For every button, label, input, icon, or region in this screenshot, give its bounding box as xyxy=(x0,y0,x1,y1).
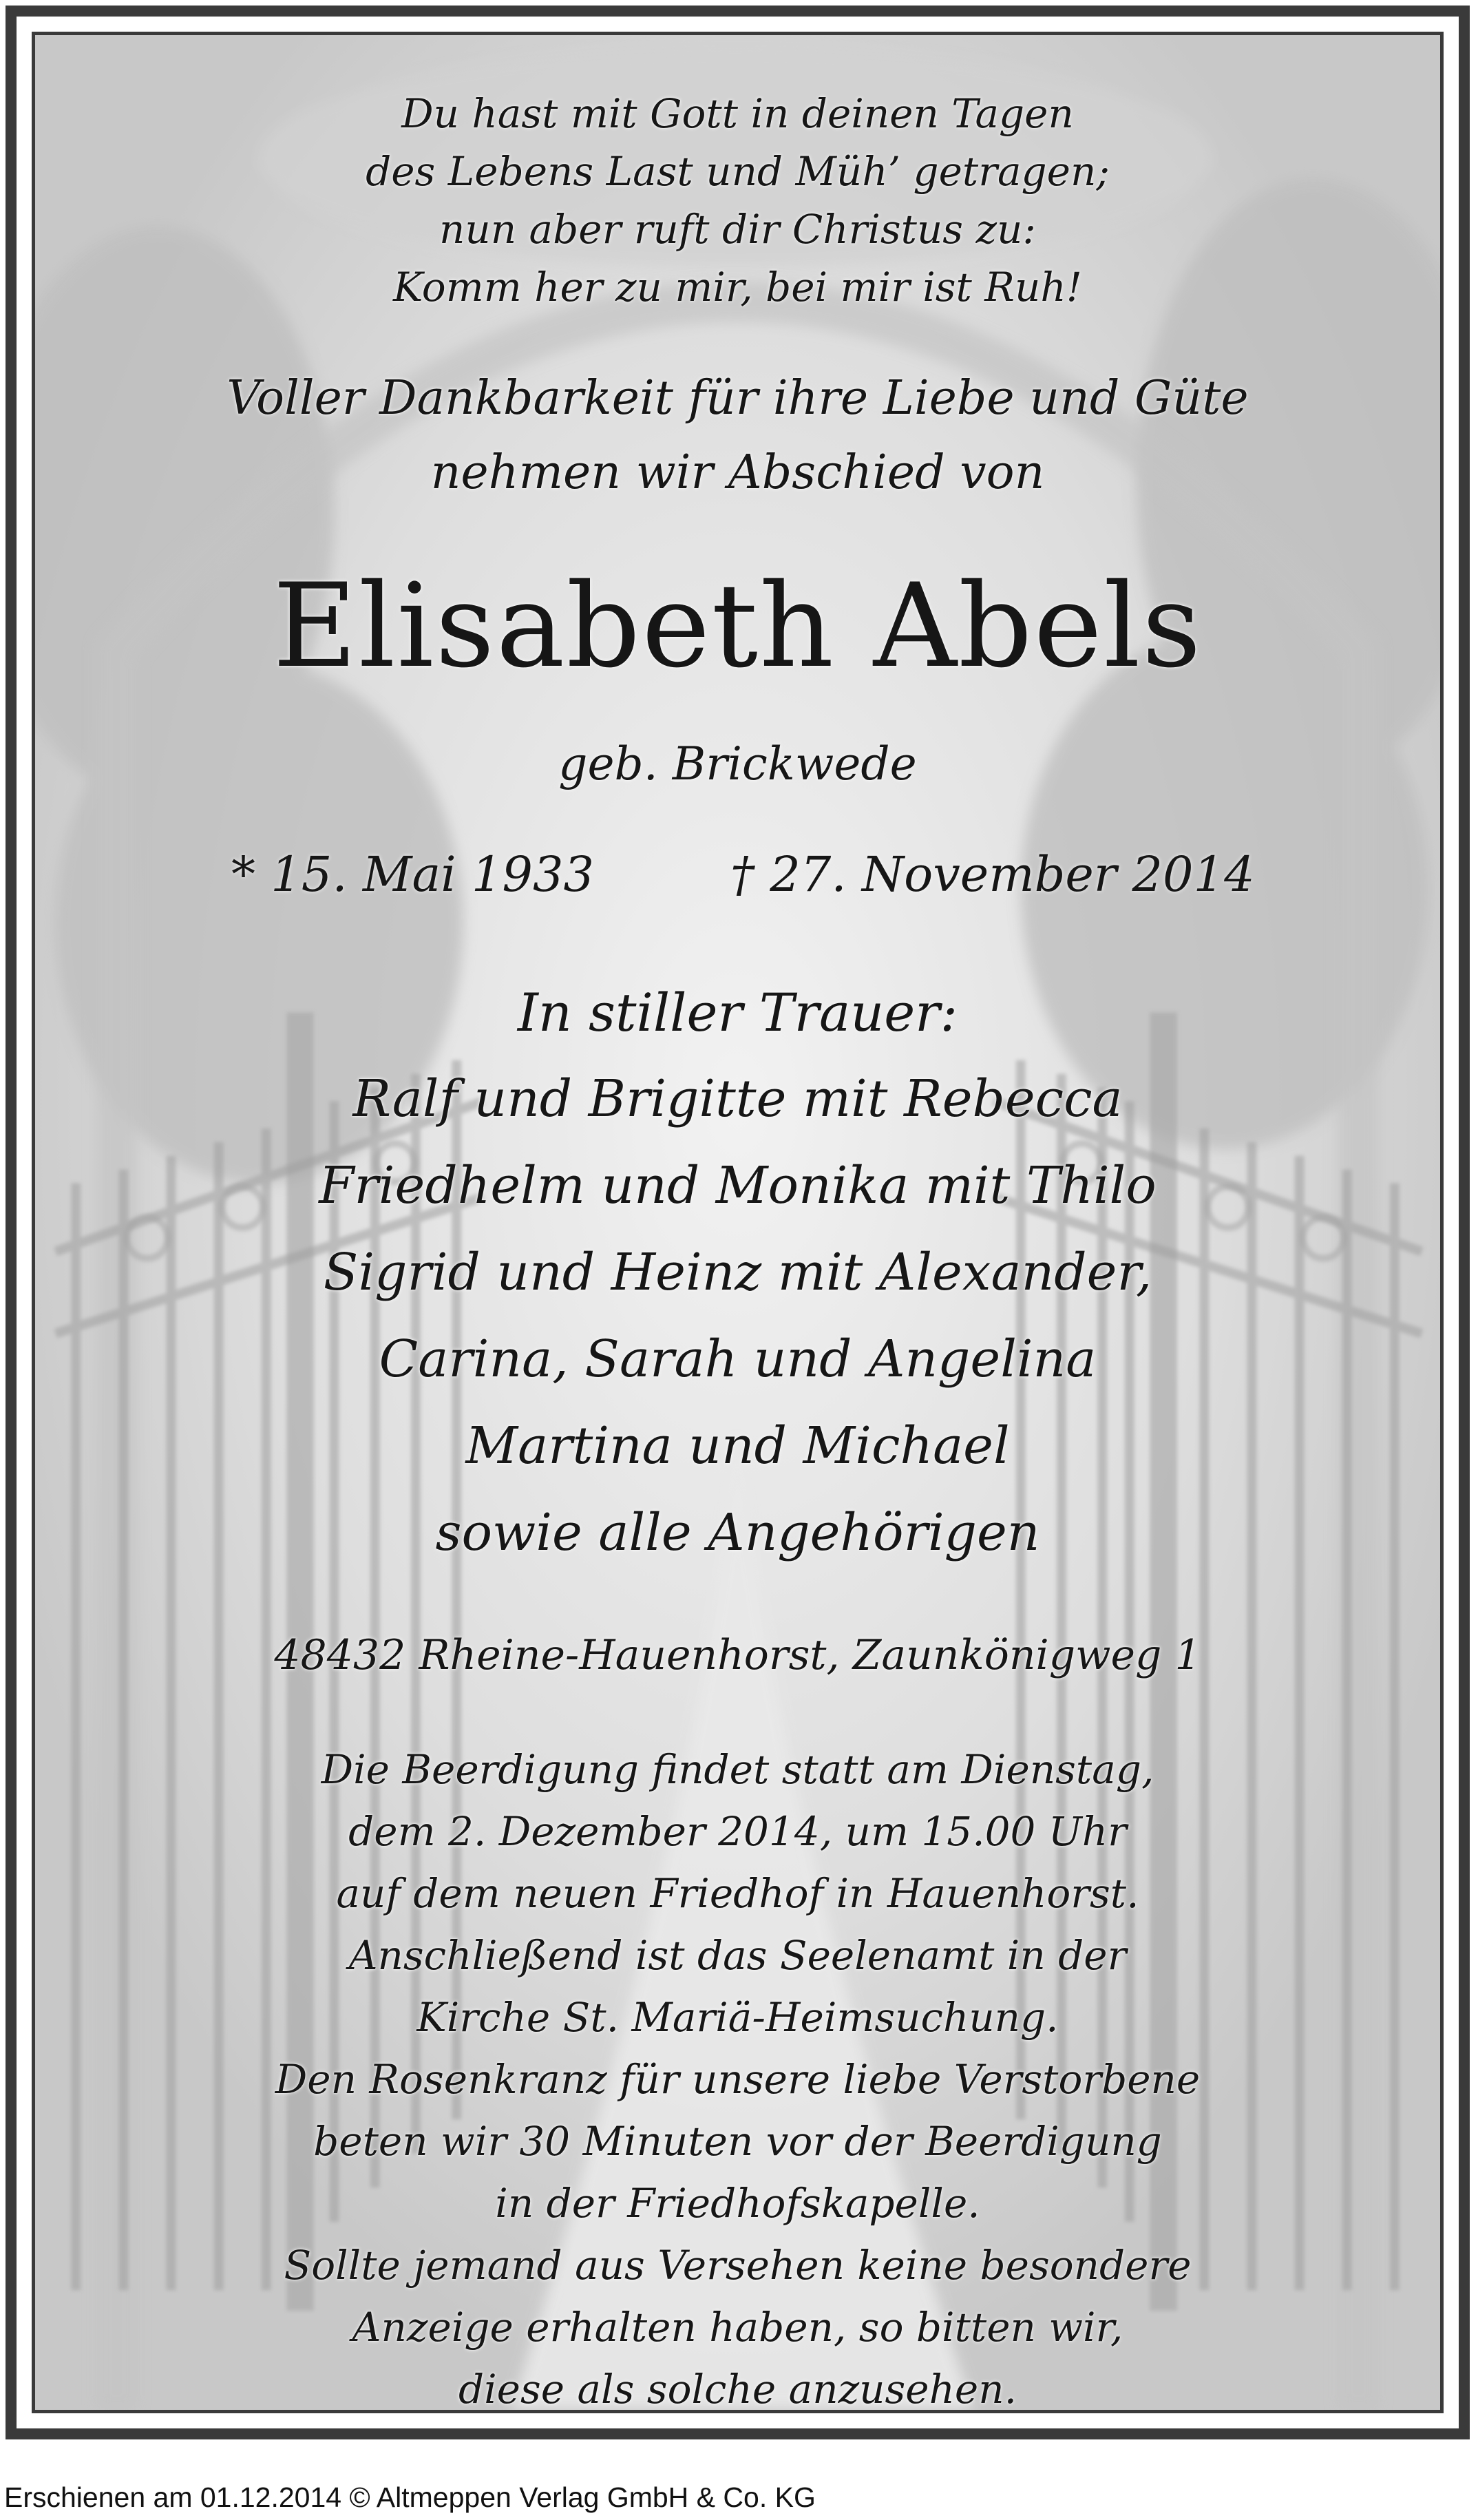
info-line: auf dem neuen Friedhof in Hauenhorst. xyxy=(336,1870,1139,1917)
info-line: Sollte jemand aus Versehen keine besondere xyxy=(284,2242,1192,2289)
maiden-name: geb. Brickwede xyxy=(558,737,917,790)
poem-line: nun aber ruft dir Christus zu: xyxy=(439,206,1036,253)
info-line: Anschließend ist das Seelenamt in der xyxy=(348,1932,1127,1979)
poem-line: des Lebens Last und Müh’ getragen; xyxy=(366,148,1110,195)
info-line: Die Beerdigung findet statt am Dienstag, xyxy=(321,1746,1154,1793)
poem-line: Du hast mit Gott in deinen Tagen xyxy=(401,90,1074,137)
info-line: Kirche St. Mariä-Heimsuchung. xyxy=(416,1994,1059,2041)
intro-line: Voller Dankbarkeit für ihre Liebe und Güte xyxy=(226,371,1249,426)
mourner-line: sowie alle Angehörigen xyxy=(435,1503,1040,1562)
mourner-line: Ralf und Brigitte mit Rebecca xyxy=(352,1069,1123,1128)
poem-line: Komm her zu mir, bei mir ist Ruh! xyxy=(393,264,1082,311)
mourner-line: Carina, Sarah und Angelina xyxy=(379,1330,1097,1389)
mourners-heading: In stiller Trauer: xyxy=(517,982,958,1043)
info-line: diese als solche anzusehen. xyxy=(458,2366,1017,2413)
intro-line: nehmen wir Abschied von xyxy=(430,445,1045,500)
publication-credit: Erschienen am 01.12.2014 © Altmeppen Verlag GmbH & Co. KG xyxy=(4,2481,816,2513)
mourner-line: Friedhelm und Monika mit Thilo xyxy=(319,1156,1157,1215)
death-date: † 27. November 2014 xyxy=(730,846,1255,903)
obituary-panel xyxy=(32,32,1444,2413)
info-line: beten wir 30 Minuten vor der Beerdigung xyxy=(313,2118,1162,2165)
info-line: dem 2. Dezember 2014, um 15.00 Uhr xyxy=(348,1808,1127,1855)
mourner-line: Martina und Michael xyxy=(465,1416,1010,1476)
birth-date: * 15. Mai 1933 xyxy=(231,846,595,903)
info-line: Anzeige erhalten haben, so bitten wir, xyxy=(352,2304,1123,2351)
deceased-name: Elisabeth Abels xyxy=(273,558,1203,693)
info-line: in der Friedhofskapelle. xyxy=(495,2180,980,2227)
obituary-frame xyxy=(6,6,1470,2439)
info-line: Den Rosenkranz für unsere liebe Verstorbene xyxy=(275,2056,1201,2103)
address: 48432 Rheine-Hauenhorst, Zaunkönigweg 1 xyxy=(274,1631,1201,1679)
obituary-text xyxy=(35,35,1440,2413)
mourner-line: Sigrid und Heinz mit Alexander, xyxy=(323,1243,1152,1302)
